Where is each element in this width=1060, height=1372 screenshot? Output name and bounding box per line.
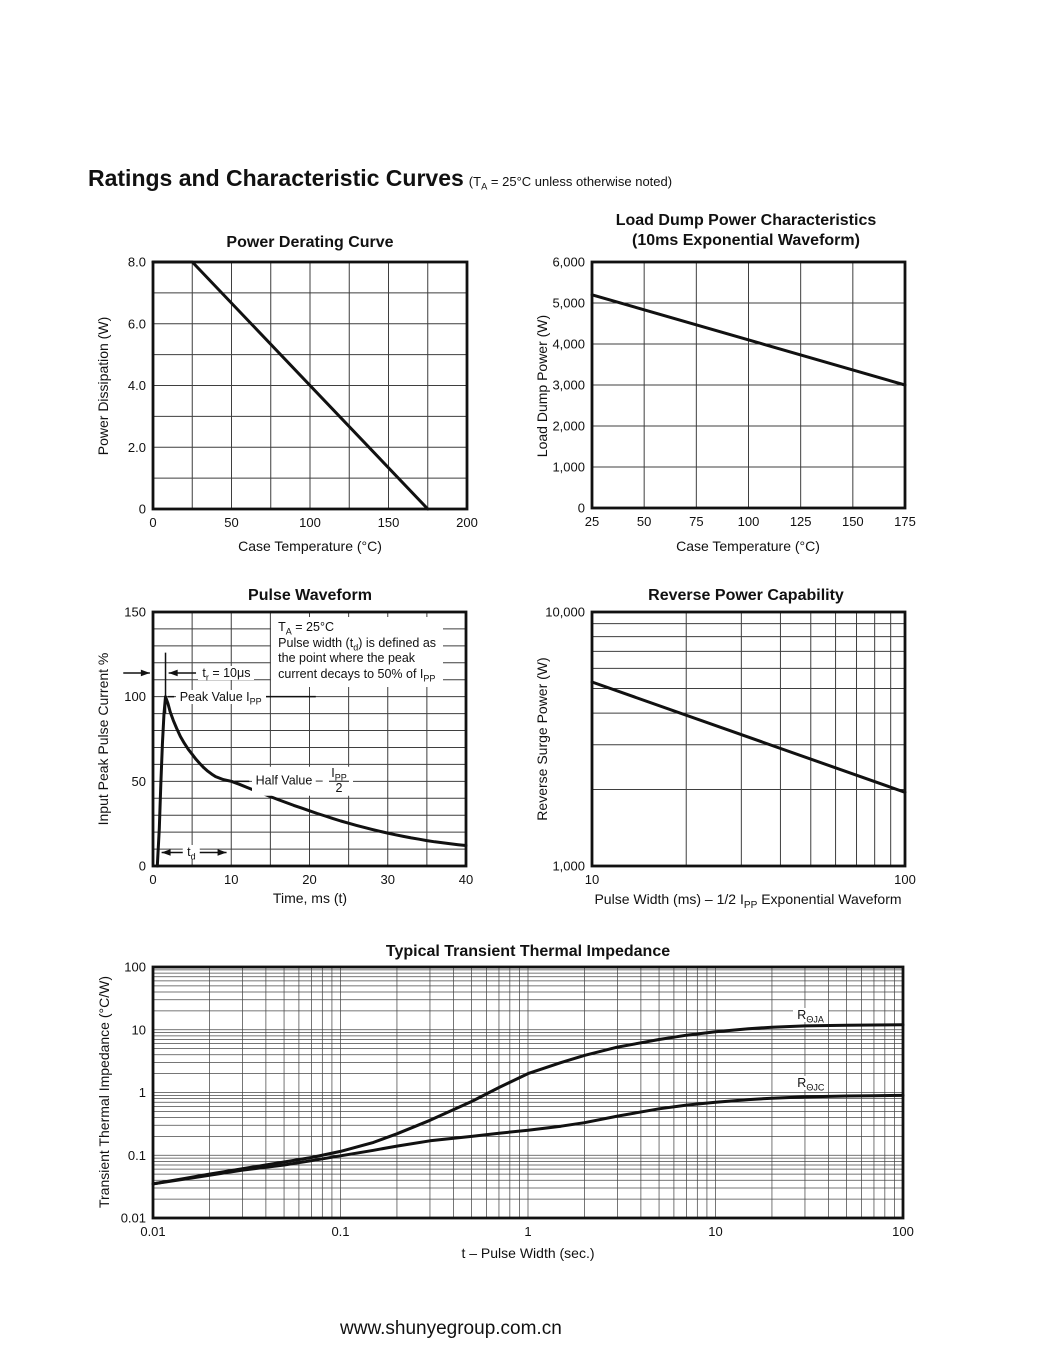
svg-text:125: 125 (789, 514, 812, 529)
svg-text:150: 150 (124, 604, 146, 620)
svg-text:0.01: 0.01 (120, 1210, 146, 1226)
reverse-power-plot (537, 598, 921, 898)
svg-text:1: 1 (524, 1224, 532, 1239)
half-value-label: Half Value – $\frac{I_{PP}}{2}$ (252, 767, 353, 796)
load-dump-plot (537, 248, 921, 538)
svg-text:4,000: 4,000 (552, 336, 585, 352)
svg-text:0.01: 0.01 (140, 1224, 166, 1239)
svg-text:5,000: 5,000 (552, 295, 585, 311)
svg-text:1: 1 (138, 1085, 146, 1100)
svg-text:2,000: 2,000 (552, 418, 585, 434)
svg-text:0.1: 0.1 (331, 1224, 350, 1239)
svg-text:100: 100 (737, 514, 760, 529)
svg-text:1,000: 1,000 (552, 459, 585, 475)
chart-title-line: Power Derating Curve (226, 234, 394, 251)
r-theta-jc-label: $R_{\Theta JC}$ (793, 1076, 828, 1090)
page-title-note: ($T_A = 25^\circ C$ unless otherwise noted) (468, 174, 673, 192)
svg-text:10: 10 (708, 1224, 723, 1239)
reverse-surge-line (592, 682, 905, 792)
svg-text:10: 10 (131, 1022, 146, 1038)
svg-text:200: 200 (456, 515, 478, 530)
svg-text:150: 150 (377, 515, 400, 530)
svg-text:30: 30 (380, 872, 395, 887)
svg-text:6.0: 6.0 (127, 316, 146, 332)
power-derating-plot (98, 248, 482, 538)
svg-text:175: 175 (894, 514, 916, 529)
td-label: $t_d$ (183, 845, 200, 859)
thermal-impedance-plot (98, 953, 928, 1250)
svg-text:1,000: 1,000 (552, 858, 585, 874)
svg-text:0: 0 (149, 515, 157, 530)
tr-label: $t_r = 10\mu s$ (198, 666, 254, 680)
page-title (88, 165, 672, 192)
x-axis-label: t – Pulse Width (sec.) (461, 1245, 595, 1261)
svg-text:8.0: 8.0 (127, 254, 146, 270)
svg-text:100: 100 (894, 872, 916, 887)
svg-text:50: 50 (224, 515, 239, 530)
chart-title-line: Typical Transient Thermal Impedance (385, 943, 671, 960)
chart-title-line: Load Dump Power Characteristics (615, 212, 877, 229)
y-axis-label: Transient Thermal Impedance (°C/W) (96, 976, 112, 1209)
chart-title (546, 211, 946, 250)
svg-text:0: 0 (149, 872, 157, 887)
svg-text:0: 0 (577, 500, 585, 516)
svg-text:40: 40 (458, 872, 474, 887)
x-axis-label: Pulse Width (ms) – 1/2 $I_{PP}$ Exponential Waveform (594, 891, 902, 911)
svg-text:10,000: 10,000 (545, 604, 585, 620)
chart-title-line: (10ms Exponential Waveform) (632, 231, 860, 249)
x-axis-label: Case Temperature (°C) (238, 538, 382, 554)
svg-text:50: 50 (131, 773, 146, 789)
svg-text:20: 20 (302, 872, 317, 887)
chart-title-line: Pulse Waveform (248, 587, 372, 604)
pulse-note-box: $T_A = 25^\circ C$ Pulse width $(t_d)$ is defined as the point where the peak current decays to 50% of $I_{PP}$ (271, 617, 443, 687)
svg-text:4.0: 4.0 (127, 378, 146, 393)
y-axis-label: Input Peak Pulse Current % (95, 652, 111, 826)
y-axis-label: Load Dump Power (W) (534, 314, 550, 458)
svg-text:150: 150 (841, 514, 864, 529)
svg-text:10: 10 (584, 872, 600, 887)
svg-text:0: 0 (138, 858, 146, 874)
x-axis-label: Time, ms (t) (272, 890, 348, 906)
svg-text:50: 50 (636, 514, 652, 529)
footer-url: www.shunyegroup.com.cn (340, 1318, 562, 1339)
svg-text:100: 100 (124, 689, 146, 705)
y-axis-label: Power Dissipation (W) (95, 316, 111, 456)
svg-text:10: 10 (224, 872, 239, 887)
svg-text:3,000: 3,000 (552, 377, 585, 393)
svg-text:2.0: 2.0 (127, 439, 146, 455)
peak-value-label: Peak Value $I_{PP}$ (176, 690, 266, 704)
svg-text:6,000: 6,000 (552, 254, 585, 270)
svg-text:100: 100 (892, 1224, 914, 1239)
y-axis-label: Reverse Surge Power (W) (534, 657, 550, 821)
r-theta-ja-label: $R_{\Theta JA}$ (793, 1008, 828, 1022)
svg-text:0.1: 0.1 (127, 1147, 146, 1163)
chart-title-line: Reverse Power Capability (648, 587, 844, 604)
page-title-text: Ratings and Characteristic Curves (88, 165, 464, 192)
svg-text:100: 100 (124, 959, 146, 975)
svg-text:25: 25 (584, 514, 600, 529)
svg-text:0: 0 (138, 501, 146, 517)
svg-text:100: 100 (299, 515, 321, 530)
x-axis-label: Case Temperature (°C) (676, 538, 820, 554)
svg-text:75: 75 (689, 514, 704, 529)
